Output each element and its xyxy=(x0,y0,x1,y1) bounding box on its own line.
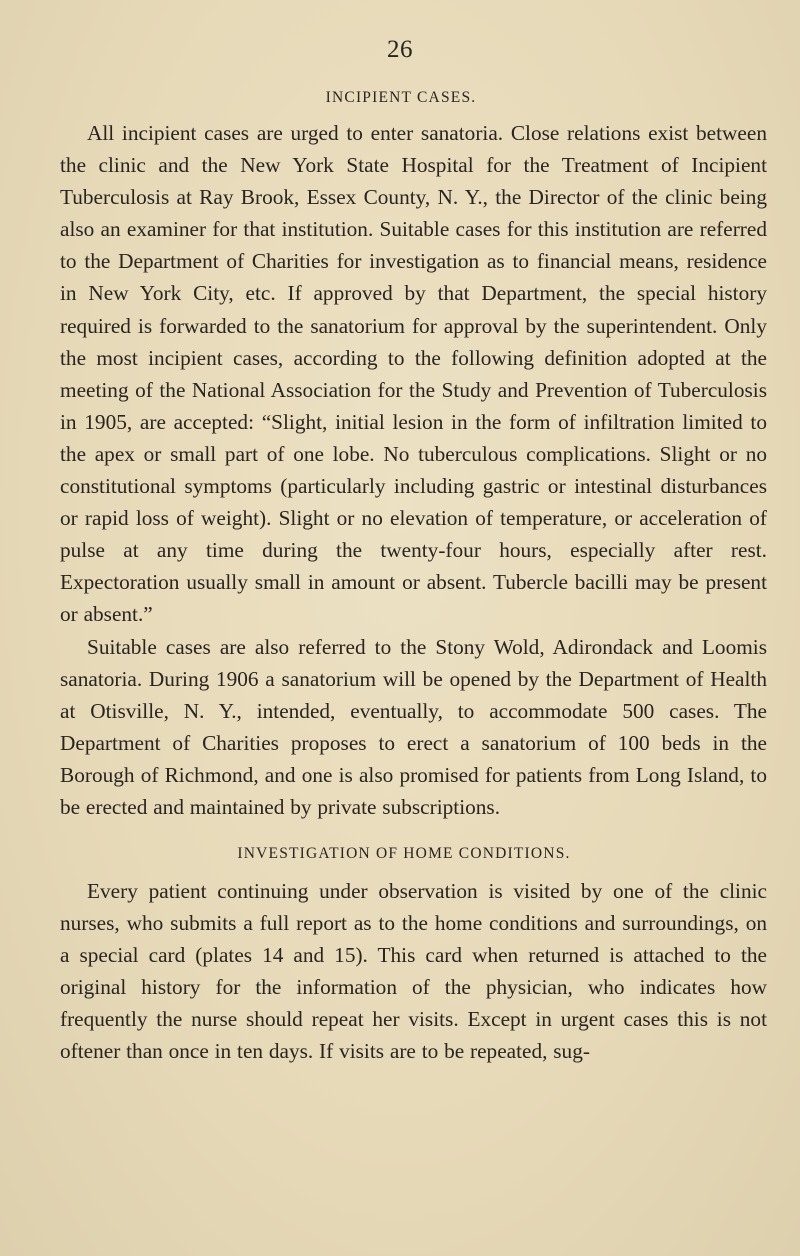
paragraph: Suitable cases are also referred to the Stony Wold, Adirondack and Loomis sanatoria. During 1906 a sanatorium will be opened by the Department of Health at Otisville, N. Y., intended, eventually, to accommodate 500 cases. The Department of Charities proposes to erect a sanatorium of 100 beds in the Borough of Richmond, and one is also promised for patients from Long Island, to be erected and maintained by private subscriptions. xyxy=(60,634,767,819)
paragraph: All incipient cases are urged to enter sanatoria. Close relations exist between the clinic and the New York State Hospital for the Treatment of Incipient Tuberculosis at Ray Brook, Essex County, N. Y., the Director of the clinic being also an examiner for that institution. Suitable cases for this institution are referred to the Department of Charities for investigation as to financial means, residence in New York City, etc. If approved by that Department, the special history required is forwarded to the sanatorium for approval by the superintendent. Only the most incipient cases, according to the following definition adopted at the meeting of the National Association for the Study and Prevention of Tuberculosis in 1905, are accepted: “Slight, initial lesion in the form of infiltration limited to the apex or small part of one lobe. No tuberculous complications. Slight or no constitutional symptoms (particularly including gastric or intestinal disturbances or rapid loss of weight). Slight or no elevation of temperature, or acceleration of pulse at any time during the twenty-four hours, especially after rest. Expectoration usually small in amount or absent. Tubercle bacilli may be present or absent.” xyxy=(60,121,767,627)
section-heading-home-conditions: INVESTIGATION OF HOME CONDITIONS. xyxy=(237,845,571,862)
section-body-incipient-cases xyxy=(60,117,767,823)
section-heading-incipient-cases: INCIPIENT CASES. xyxy=(325,89,477,106)
page-number: 26 xyxy=(387,36,413,63)
paragraph: Every patient continuing under observation is visited by one of the clinic nurses, who submits a full report as to the home conditions and surroundings, on a special card (plates 14 and 15). This card when returned is attached to the original history for the information of the physician, who indicates how frequently the nurse should repeat her visits. Except in urgent cases this is not oftener than once in ten days. If visits are to be repeated, sug- xyxy=(60,879,767,1064)
section-body-home-conditions xyxy=(60,875,767,1068)
